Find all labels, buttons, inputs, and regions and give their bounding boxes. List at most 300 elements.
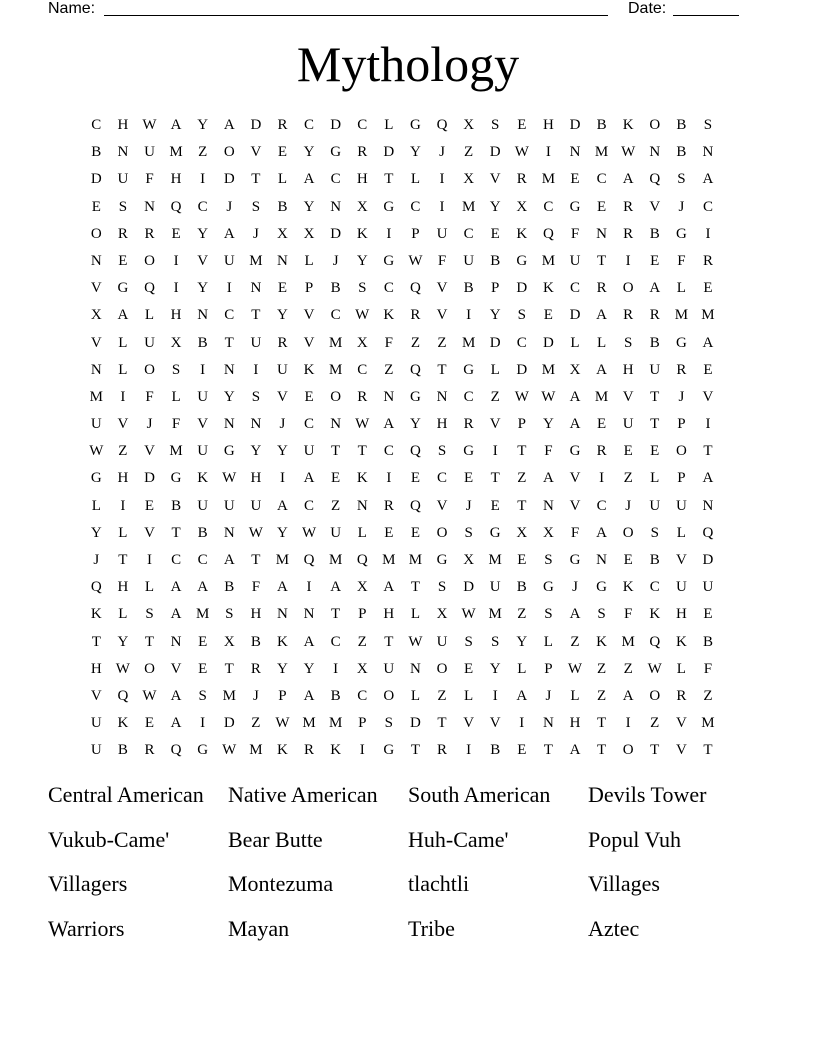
grid-letter: L	[410, 606, 420, 623]
grid-letter: W	[301, 524, 317, 541]
grid-letter: S	[650, 524, 659, 541]
grid-letter: V	[144, 524, 155, 541]
grid-letter: S	[491, 117, 500, 133]
grid-letter: F	[145, 171, 154, 188]
grid-letter: Y	[489, 307, 501, 324]
grid-letter: Z	[570, 633, 580, 650]
grid-letter: V	[489, 171, 501, 188]
grid-letter: O	[383, 687, 395, 704]
grid-letter: P	[304, 280, 314, 297]
word-list-item: Huh-Came'	[408, 826, 509, 852]
word-list-item: tlachtli	[408, 871, 470, 897]
grid-letter: M	[488, 552, 502, 568]
grid-letter: E	[171, 225, 181, 242]
grid-letter: C	[596, 171, 607, 188]
grid-letter: M	[621, 633, 635, 650]
grid-letter: U	[250, 497, 262, 514]
grid-letter: G	[223, 443, 235, 460]
grid-letter: E	[570, 171, 580, 188]
word-list-item: Montezuma	[228, 871, 334, 897]
grid-letter: V	[489, 715, 501, 732]
grid-letter: V	[436, 307, 448, 324]
grid-letter: C	[304, 117, 315, 133]
grid-letter: Y	[410, 416, 421, 433]
grid-letter: A	[223, 552, 235, 568]
grid-letter: E	[490, 497, 500, 514]
grid-letter: B	[490, 742, 501, 759]
grid-letter: B	[197, 524, 208, 541]
grid-row	[83, 359, 721, 386]
grid-letter: E	[650, 252, 660, 269]
grid-letter: X	[356, 579, 368, 596]
grid-letter: K	[622, 117, 634, 133]
grid-letter: S	[171, 361, 181, 378]
grid-letter: W	[222, 470, 237, 487]
grid-letter: U	[675, 579, 687, 596]
grid-letter: A	[702, 171, 714, 188]
grid-letter: A	[649, 280, 661, 297]
grid-letter: T	[517, 497, 527, 514]
grid-letter: A	[516, 687, 528, 704]
grid-letter: I	[306, 579, 312, 596]
grid-letter: K	[277, 633, 288, 650]
word-list-item: Warriors	[48, 916, 125, 942]
grid-letter: R	[144, 225, 155, 242]
grid-letter: E	[623, 443, 633, 460]
grid-letter: T	[490, 470, 500, 487]
word-list-item: Devils Tower	[588, 782, 707, 807]
grid-letter: X	[463, 171, 475, 188]
grid-letter: G	[463, 361, 475, 378]
grid-letter: W	[142, 687, 157, 704]
grid-letter: M	[541, 171, 556, 188]
grid-letter: M	[701, 307, 715, 324]
grid-letter: E	[144, 497, 155, 514]
grid-row	[83, 440, 721, 467]
grid-letter: Z	[437, 334, 447, 351]
grid-letter: Q	[410, 443, 421, 460]
grid-letter: O	[675, 443, 687, 460]
grid-letter: M	[461, 198, 476, 215]
grid-letter: T	[517, 443, 527, 460]
grid-letter: U	[463, 252, 475, 269]
grid-letter: F	[677, 252, 686, 269]
grid-letter: E	[410, 470, 420, 487]
grid-letter: L	[490, 361, 500, 378]
grid-letter: H	[622, 361, 634, 378]
grid-letter: L	[650, 470, 660, 487]
grid-letter: Z	[251, 715, 261, 732]
grid-letter: O	[144, 660, 155, 677]
grid-letter: R	[676, 687, 687, 704]
grid-letter: R	[357, 144, 368, 161]
grid-letter: Z	[331, 497, 341, 514]
grid-letter: D	[223, 171, 235, 188]
grid-letter: R	[383, 497, 394, 514]
grid-letter: C	[197, 552, 208, 568]
grid-letter: T	[437, 715, 447, 732]
grid-letter: N	[330, 198, 342, 215]
grid-letter: J	[146, 416, 153, 433]
grid-letter: V	[622, 388, 634, 405]
grid-letter: C	[410, 198, 421, 215]
grid-letter: R	[702, 252, 713, 269]
grid-letter: M	[541, 361, 556, 378]
grid-row	[83, 141, 721, 168]
grid-letter: V	[702, 388, 714, 405]
grid-letter: M	[488, 606, 502, 623]
grid-letter: N	[596, 225, 607, 242]
grid-letter: G	[383, 742, 395, 759]
grid-letter: D	[702, 552, 714, 568]
grid-letter: E	[703, 361, 713, 378]
grid-letter: A	[170, 687, 182, 704]
grid-letter: G	[675, 225, 687, 242]
grid-letter: F	[437, 252, 447, 269]
grid-letter: N	[649, 144, 661, 161]
grid-letter: E	[304, 388, 314, 405]
grid-letter: N	[330, 416, 342, 433]
grid-letter: O	[144, 252, 155, 269]
grid-letter: I	[146, 552, 152, 568]
grid-letter: L	[357, 524, 367, 541]
grid-letter: G	[569, 443, 581, 460]
grid-letter: Q	[90, 579, 102, 596]
grid-letter: O	[436, 524, 448, 541]
grid-letter: T	[251, 552, 261, 568]
grid-letter: U	[569, 252, 581, 269]
grid-letter: B	[676, 117, 687, 133]
grid-letter: N	[542, 497, 554, 514]
grid-letter: H	[117, 579, 129, 596]
word-list-item: Popul Vuh	[588, 826, 682, 852]
grid-letter: G	[569, 198, 581, 215]
grid-letter: R	[277, 117, 288, 133]
grid-letter: J	[332, 252, 339, 269]
grid-letter: A	[569, 388, 581, 405]
grid-letter: J	[439, 144, 445, 161]
grid-letter: B	[516, 579, 527, 596]
grid-letter: Z	[384, 361, 394, 378]
grid-letter: B	[197, 334, 208, 351]
grid-letter: Q	[702, 524, 714, 541]
grid-row	[83, 658, 721, 685]
grid-letter: T	[596, 742, 607, 759]
grid-letter: K	[675, 633, 687, 650]
grid-row	[83, 522, 721, 549]
grid-letter: J	[226, 198, 233, 215]
grid-letter: B	[277, 198, 288, 215]
grid-letter: U	[90, 715, 102, 732]
grid-letter: I	[492, 443, 498, 460]
grid-letter: L	[543, 633, 553, 650]
grid-letter: B	[649, 225, 660, 242]
grid-letter: H	[542, 117, 554, 133]
grid-letter: U	[144, 334, 155, 351]
grid-letter: G	[596, 579, 607, 596]
grid-letter: Z	[623, 470, 633, 487]
grid-letter: S	[437, 579, 447, 596]
grid-letter: H	[250, 470, 262, 487]
grid-letter: Y	[197, 225, 209, 242]
grid-letter: D	[516, 280, 528, 297]
grid-letter: H	[356, 171, 368, 188]
grid-letter: O	[223, 144, 235, 161]
grid-letter: J	[545, 687, 552, 704]
grid-letter: A	[569, 606, 581, 623]
grid-letter: I	[439, 171, 445, 188]
grid-letter: S	[145, 606, 154, 623]
grid-letter: X	[516, 198, 528, 215]
grid-letter: V	[489, 416, 501, 433]
grid-letter: F	[624, 606, 633, 623]
grid-letter: V	[675, 715, 687, 732]
grid-letter: D	[330, 225, 342, 242]
grid-letter: U	[223, 252, 235, 269]
grid-letter: M	[249, 252, 263, 269]
word-list-item: Central American	[48, 782, 204, 807]
grid-letter: G	[489, 524, 501, 541]
grid-letter: O	[144, 361, 155, 378]
word-list-item: Vukub-Came'	[48, 826, 170, 852]
grid-letter: Q	[356, 552, 368, 568]
grid-letter: E	[464, 660, 474, 677]
grid-letter: A	[223, 225, 235, 242]
grid-letter: M	[701, 715, 715, 732]
grid-letter: K	[383, 307, 395, 324]
grid-letter: C	[330, 307, 341, 324]
grid-letter: H	[170, 307, 182, 324]
grid-letter: A	[596, 361, 607, 378]
grid-letter: U	[117, 171, 129, 188]
grid-letter: A	[223, 117, 235, 133]
grid-letter: W	[514, 388, 529, 405]
grid-letter: E	[91, 198, 101, 215]
grid-letter: S	[464, 524, 473, 541]
grid-letter: B	[649, 334, 660, 351]
grid-letter: J	[678, 198, 685, 215]
grid-letter: L	[277, 171, 288, 188]
grid-letter: U	[90, 416, 102, 433]
grid-letter: Z	[703, 687, 713, 704]
grid-letter: O	[90, 225, 102, 242]
grid-letter: R	[463, 416, 474, 433]
grid-letter: Q	[542, 225, 554, 242]
grid-letter: E	[198, 633, 208, 650]
grid-letter: I	[545, 144, 551, 161]
grid-letter: Y	[277, 443, 288, 460]
grid-letter: M	[408, 552, 423, 568]
grid-letter: A	[303, 171, 315, 188]
grid-letter: G	[117, 280, 129, 297]
grid-row	[83, 386, 721, 413]
grid-letter: T	[171, 524, 181, 541]
grid-letter: L	[91, 497, 101, 514]
grid-letter: R	[357, 388, 368, 405]
grid-letter: K	[197, 470, 209, 487]
grid-letter: Q	[144, 280, 155, 297]
grid-letter: S	[624, 334, 633, 351]
grid-letter: U	[277, 361, 288, 378]
page-title: Mythology	[296, 36, 520, 92]
grid-letter: A	[622, 171, 634, 188]
grid-letter: R	[623, 198, 634, 215]
grid-letter: L	[676, 280, 686, 297]
grid-letter: D	[463, 579, 475, 596]
grid-letter: S	[544, 552, 553, 568]
grid-letter: J	[572, 579, 578, 596]
grid-letter: W	[408, 633, 423, 650]
grid-letter: K	[356, 225, 368, 242]
grid-letter: W	[541, 388, 556, 405]
grid-letter: Y	[410, 144, 421, 161]
grid-letter: V	[277, 388, 288, 405]
grid-letter: I	[226, 280, 232, 297]
grid-letter: D	[383, 144, 395, 161]
worksheet-header	[48, 0, 748, 20]
grid-letter: M	[328, 334, 343, 351]
grid-letter: C	[91, 117, 102, 133]
grid-letter: N	[702, 497, 714, 514]
grid-letter: I	[625, 252, 631, 269]
grid-letter: M	[674, 307, 689, 324]
grid-letter: I	[386, 470, 392, 487]
grid-letter: K	[516, 225, 528, 242]
grid-letter: H	[250, 606, 262, 623]
grid-letter: I	[359, 742, 365, 759]
grid-letter: T	[331, 606, 341, 623]
grid-row	[83, 332, 721, 359]
grid-letter: Y	[303, 144, 315, 161]
grid-letter: N	[90, 361, 102, 378]
grid-letter: I	[386, 225, 392, 242]
grid-letter: X	[569, 361, 581, 378]
grid-letter: S	[491, 633, 500, 650]
grid-letter: V	[250, 144, 262, 161]
grid-letter: A	[303, 470, 315, 487]
grid-letter: I	[519, 715, 525, 732]
grid-letter: M	[594, 388, 609, 405]
grid-letter: L	[676, 660, 686, 677]
grid-letter: U	[197, 388, 209, 405]
grid-letter: I	[279, 470, 285, 487]
word-list-item: South American	[408, 782, 551, 807]
grid-letter: E	[703, 606, 713, 623]
grid-letter: X	[516, 524, 528, 541]
grid-letter: M	[461, 334, 476, 351]
grid-letter: G	[90, 470, 102, 487]
grid-letter: Z	[517, 470, 527, 487]
grid-letter: D	[410, 715, 421, 732]
grid-letter: C	[649, 579, 660, 596]
grid-letter: G	[516, 252, 528, 269]
grid-letter: N	[117, 144, 129, 161]
grid-letter: T	[251, 307, 261, 324]
grid-letter: H	[569, 715, 581, 732]
grid-letter: P	[517, 416, 526, 433]
grid-letter: T	[650, 388, 660, 405]
grid-letter: A	[596, 307, 607, 324]
grid-letter: N	[702, 144, 714, 161]
grid-letter: T	[251, 171, 261, 188]
grid-letter: F	[544, 443, 553, 460]
grid-letter: V	[436, 280, 448, 297]
grid-letter: G	[170, 470, 182, 487]
grid-row	[83, 549, 721, 576]
grid-letter: O	[649, 687, 661, 704]
grid-letter: X	[463, 117, 475, 133]
grid-letter: U	[675, 497, 687, 514]
grid-letter: L	[410, 171, 420, 188]
grid-letter: U	[649, 361, 661, 378]
grid-letter: U	[223, 497, 235, 514]
grid-letter: A	[277, 579, 288, 596]
grid-letter: B	[596, 117, 607, 133]
grid-letter: C	[543, 198, 554, 215]
grid-letter: C	[463, 225, 474, 242]
grid-letter: Q	[410, 280, 421, 297]
grid-letter: X	[356, 198, 368, 215]
grid-letter: D	[250, 117, 262, 133]
grid-letter: W	[355, 307, 370, 324]
grid-letter: S	[251, 388, 261, 405]
grid-letter: T	[91, 633, 101, 650]
grid-letter: X	[223, 633, 235, 650]
grid-letter: K	[542, 280, 554, 297]
grid-letter: Y	[223, 388, 235, 405]
grid-letter: A	[383, 579, 395, 596]
grid-letter: V	[144, 443, 155, 460]
grid-row	[83, 250, 721, 277]
grid-letter: Q	[436, 117, 448, 133]
grid-letter: N	[596, 552, 607, 568]
grid-letter: W	[461, 606, 476, 623]
grid-letter: G	[463, 443, 475, 460]
grid-letter: O	[649, 117, 661, 133]
grid-letter: J	[465, 497, 472, 514]
grid-letter: A	[303, 687, 315, 704]
grid-letter: K	[303, 361, 315, 378]
grid-letter: E	[331, 470, 341, 487]
grid-letter: C	[357, 361, 368, 378]
grid-row	[83, 576, 721, 603]
grid-letter: V	[649, 198, 661, 215]
grid-letter: A	[622, 687, 634, 704]
grid-letter: A	[170, 579, 182, 596]
grid-letter: U	[250, 334, 262, 351]
grid-letter: C	[463, 388, 474, 405]
grid-letter: P	[278, 687, 287, 704]
grid-letter: U	[303, 443, 315, 460]
grid-letter: M	[328, 715, 343, 732]
grid-letter: R	[250, 660, 261, 677]
grid-letter: C	[224, 307, 235, 324]
grid-letter: T	[384, 171, 394, 188]
grid-letter: A	[569, 416, 581, 433]
grid-row	[83, 467, 721, 494]
grid-letter: G	[383, 198, 395, 215]
grid-letter: M	[196, 606, 210, 623]
grid-letter: C	[304, 416, 315, 433]
grid-letter: Q	[303, 552, 315, 568]
grid-letter: Y	[277, 307, 288, 324]
grid-letter: U	[90, 742, 102, 759]
grid-letter: G	[436, 552, 448, 568]
grid-letter: M	[594, 144, 609, 161]
grid-row	[83, 631, 721, 658]
grid-letter: Q	[410, 497, 421, 514]
date-blank-line	[673, 0, 739, 16]
